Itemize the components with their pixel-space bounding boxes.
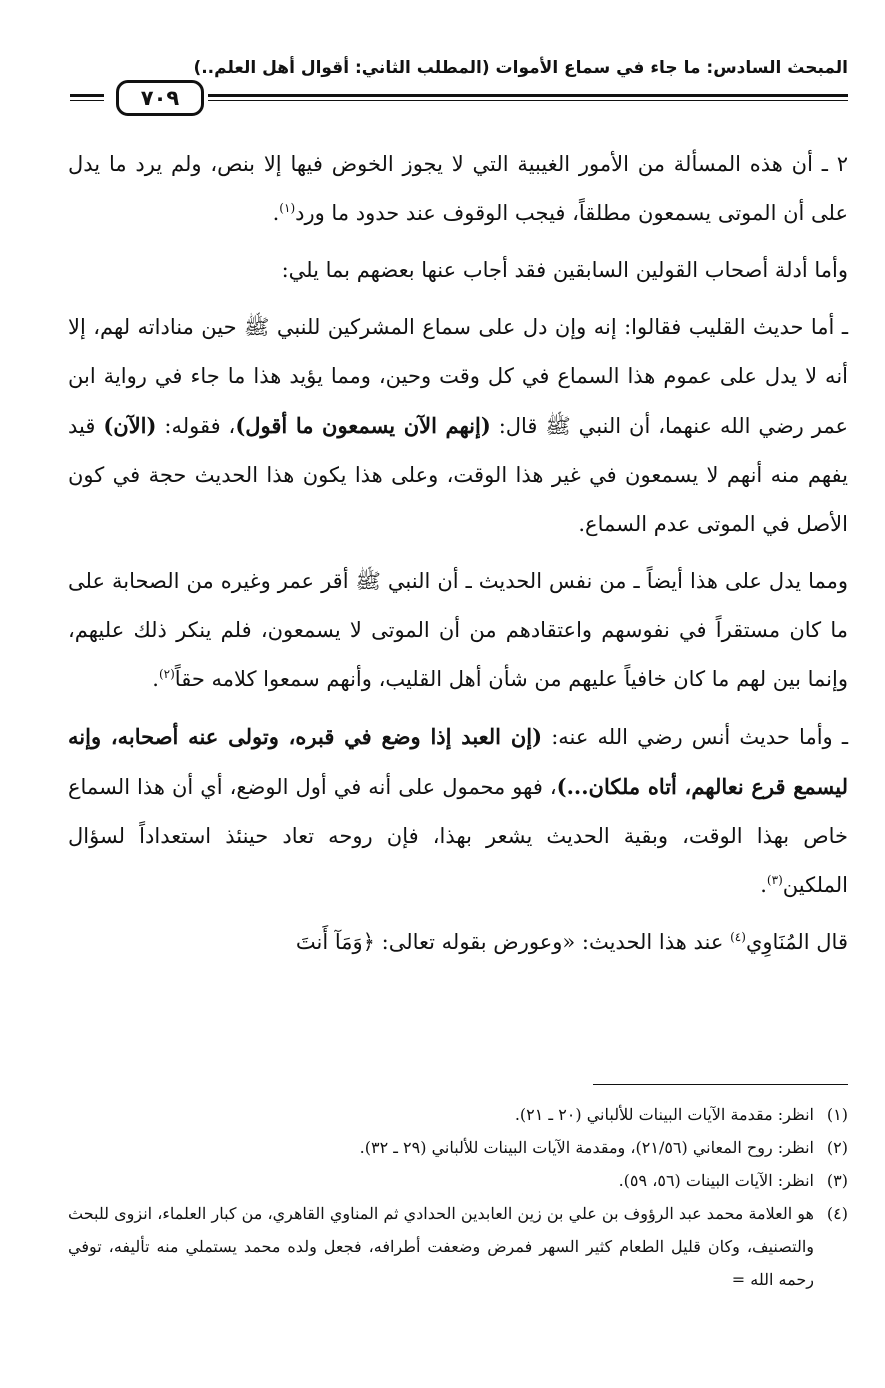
hadith-keyword: (الآن) xyxy=(103,413,157,438)
paragraph-1-tail: . xyxy=(272,201,280,225)
footnote-text: انظر: الآيات البينات (٥٦، ٥٩). xyxy=(618,1171,814,1190)
footnote-number: (٢) xyxy=(826,1138,848,1157)
footnote-number: (٣) xyxy=(826,1171,848,1190)
paragraph-6-intro: قال المُنَاوِي xyxy=(745,930,848,954)
footnote-2 xyxy=(68,1131,848,1164)
footnote-text: انظر: مقدمة الآيات البينات للألباني (٢٠ ـ ٢١). xyxy=(514,1105,814,1124)
header-double-rule xyxy=(208,94,848,101)
paragraph-4-tail: . xyxy=(152,667,159,691)
footnote-number: (٤) xyxy=(826,1204,848,1223)
paragraph-3-connector: ، فقوله: xyxy=(164,414,236,438)
paragraph-4 xyxy=(68,557,848,704)
footnote-ref-2[interactable]: (٢) xyxy=(158,667,175,681)
footnote-1 xyxy=(68,1098,848,1131)
footnote-text: انظر: روح المعاني (٢١/٥٦)، ومقدمة الآيات البينات للألباني (٢٩ ـ ٣٢). xyxy=(359,1138,814,1157)
footnote-ref-3[interactable]: (٣) xyxy=(766,873,783,887)
paragraph-5-rest: ، فهو محمول على أنه في أول الوضع، أي أن هذا السماع خاص بهذا الوقت، وبقية الحديث يشعر بهذا، فإن روحه تعاد حينئذ استعداداً لسؤال الملكين xyxy=(68,775,848,897)
paragraph-5 xyxy=(68,712,848,910)
main-text xyxy=(68,140,848,967)
header-double-rule-left xyxy=(70,94,104,101)
paragraph-3 xyxy=(68,303,848,549)
footnote-text: هو العلامة محمد عبد الرؤوف بن علي بن زين العابدين الحدادي ثم المناوي القاهري، من كبار العلماء، انزوى للبحث والتصنيف، وكان قليل الطعام كثير السهر فمرض وضعفت أطرافه، فجعل ولده محمد يستملي منه تأليفه، توفي رحمه الله = xyxy=(68,1204,814,1289)
footnote-separator xyxy=(593,1084,848,1085)
running-header xyxy=(68,52,848,110)
paragraph-1-text: ٢ ـ أن هذه المسألة من الأمور الغيبية التي لا يجوز الخوض فيها إلا بنص، ولم يرد ما يدل على أن الموتى يسمعون مطلقاً، فيجب الوقوف عند حدود ما ورد xyxy=(68,152,848,225)
hadith-quote-2: (إن العبد إذا وضع في قبره، وتولى عنه أصحابه، وإنه ليسمع قرع نعالهم، أتاه ملكان...) xyxy=(68,724,849,799)
footnote-3 xyxy=(68,1164,848,1197)
paragraph-6-rest: عند هذا الحديث: «وعورض بقوله تعالى: ﴿وَمَآ أَنتَ xyxy=(295,930,724,954)
paragraph-3-rest: قيد يفهم منه أنهم لا يسمعون في غير هذا الوقت، وعلى هذا يكون هذا الحديث حجة في كون الأصل في الموتى عدم السماع. xyxy=(68,414,848,536)
paragraph-2: وأما أدلة أصحاب القولين السابقين فقد أجاب عنها بعضهم بما يلي: xyxy=(281,258,848,282)
footnote-number: (١) xyxy=(826,1105,848,1124)
paragraph-4-text: ومما يدل على هذا أيضاً ـ من نفس الحديث ـ أن النبي ﷺ أقر عمر وغيره من الصحابة على ما كان مستقراً في نفوسهم واعتقادهم من أن الموتى لا يسمعون، فلم ينكر ذلك عليهم، وإنما بين لهم ما كان خافياً عليهم من شأن أهل القليب، وأنهم سمعوا كلامه حقاً xyxy=(68,569,848,691)
paragraph-5-intro: ـ وأما حديث أنس رضي الله عنه: xyxy=(551,725,848,749)
paragraph-6 xyxy=(68,918,848,967)
paragraph-1 xyxy=(68,140,848,238)
footnotes xyxy=(68,1098,848,1296)
header-title: المبحث السادس: ما جاء في سماع الأموات (المطلب الثاني: أقوال أهل العلم..) xyxy=(193,58,848,78)
paragraph-3-intro: ـ أما حديث القليب فقالوا: إنه وإن دل على سماع المشركين للنبي ﷺ حين مناداته لهم، إلا أنه لا يدل على عموم هذا السماع في كل وقت وحين، ومما يؤيد هذا ما جاء في رواية ابن عمر رضي الله عنهما، أن النبي ﷺ قال: xyxy=(68,315,849,438)
page-number: ٧٠٩ xyxy=(116,80,204,116)
footnote-ref-4[interactable]: (٤) xyxy=(730,930,746,944)
hadith-quote-1: (إنهم الآن يسمعون ما أقول) xyxy=(235,413,491,438)
page xyxy=(68,52,849,1289)
footnote-ref-1[interactable]: (١) xyxy=(279,201,296,215)
footnote-4 xyxy=(68,1197,848,1296)
paragraph-5-tail: . xyxy=(760,873,767,897)
